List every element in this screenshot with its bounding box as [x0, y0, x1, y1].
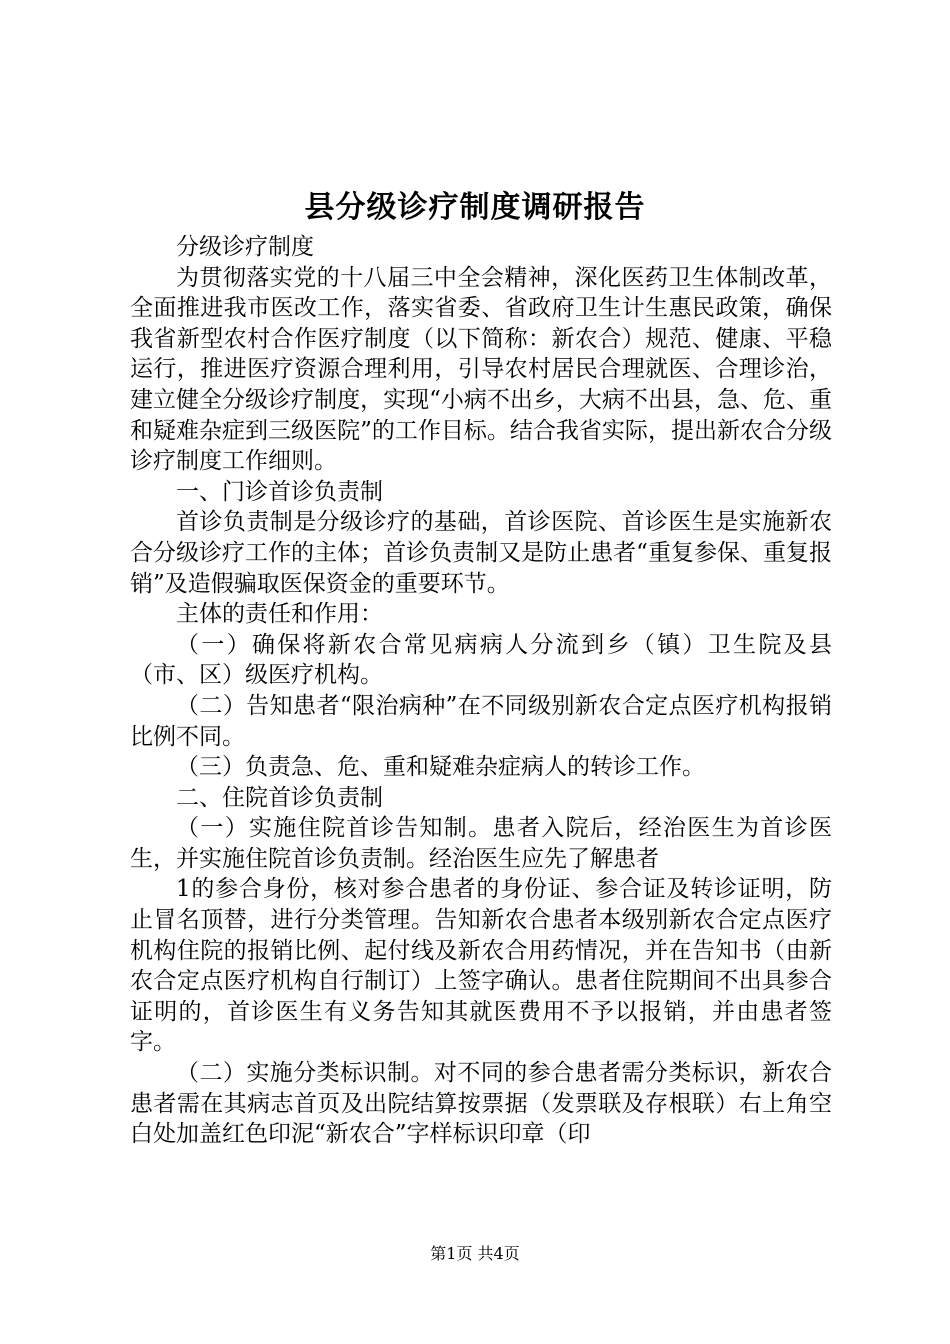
paragraph-outpatient-basis: 首诊负责制是分级诊疗的基础，首诊医院、首诊医生是实施新农合分级诊疗工作的主体；首诊负责制又是防止患者“重复参保、重复报销”及造假骗取医保资金的重要环节。 [130, 509, 832, 597]
paragraph-item-1: （一）确保将新农合常见病病人分流到乡（镇）卫生院及县（市、区）级医疗机构。 [130, 631, 832, 689]
page-footer: 第1页 共4页 [430, 1244, 520, 1263]
paragraph-item-2: （二）告知患者“限治病种”在不同级别新农合定点医疗机构报销比例不同。 [130, 692, 832, 750]
document-title: 县分级诊疗制度调研报告 [304, 190, 646, 225]
document-body [130, 232, 832, 1150]
paragraph-inpatient-1: （一）实施住院首诊告知制。患者入院后，经治医生为首诊医生，并实施住院首诊负责制。经治医生应先了解患者 [130, 815, 832, 872]
paragraph-heading-inpatient: 二、住院首诊负责制 [176, 784, 383, 811]
paragraph-inpatient-2: （二）实施分类标识制。对不同的参合患者需分类标识，新农合患者需在其病志首页及出院结算按票据（发票联及存根联）右上角空白处加盖红色印泥“新农合”字样标识印章（印 [130, 1060, 832, 1148]
paragraph-section-heading: 分级诊疗制度 [176, 234, 314, 260]
paragraph-heading-outpatient: 一、门诊首诊负责制 [176, 478, 383, 505]
paragraph-inpatient-identity: 1的参合身份，核对参合患者的身份证、参合证及转诊证明，防止冒名顶替，进行分类管理。告知新农合患者本级别新农合定点医疗机构住院的报销比例、起付线及新农合用药情况，并在告知书（由新农合定点医疗机构自行制订）上签字确认。患者住院期间不出具参合证明的，首诊医生有义务告知其就医费用不予以报销，并由患者签字。 [130, 876, 832, 1056]
paragraph-intro: 为贯彻落实党的十八届三中全会精神，深化医药卫生体制改革，全面推进我市医改工作，落实省委、省政府卫生计生惠民政策，确保我省新型农村合作医疗制度（以下简称：新农合）规范、健康、平稳运行，推进医疗资源合理利用，引导农村居民合理就医、合理诊治，建立健全分级诊疗制度，实现“小病不出乡，大病不出县，急、危、重和疑难杂症到三级医院”的工作目标。结合我省实际，提出新农合分级诊疗制度工作细则。 [130, 264, 832, 475]
paragraph-responsibility-label: 主体的责任和作用： [176, 601, 383, 628]
paragraph-item-3: （三）负责急、危、重和疑难杂症病人的转诊工作。 [176, 754, 705, 781]
